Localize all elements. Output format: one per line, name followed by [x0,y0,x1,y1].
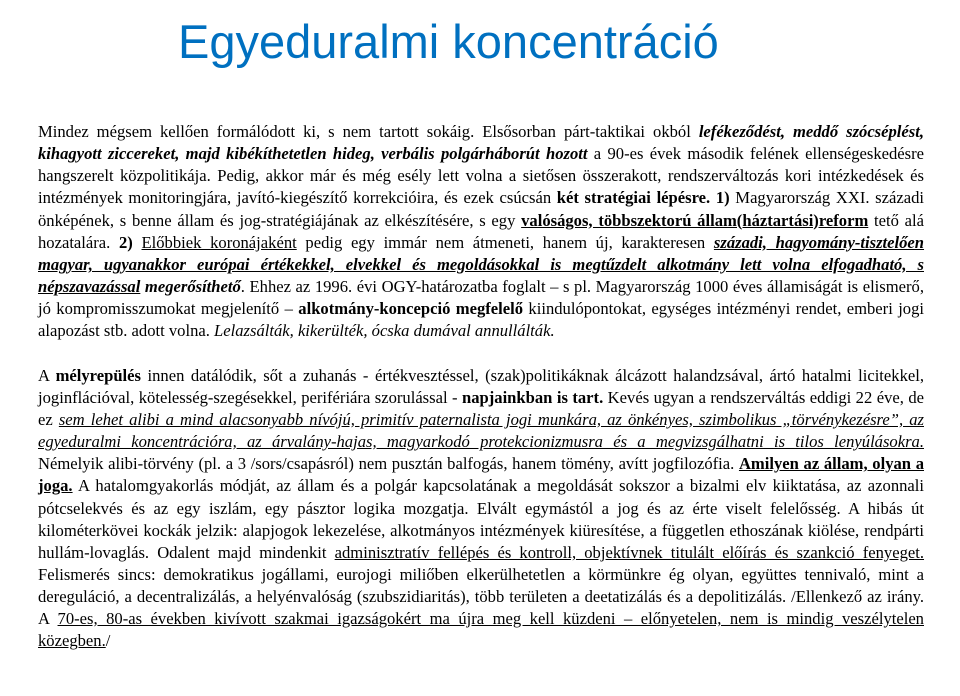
text-run: valóságos, többszektorú állam(háztartási)reform [521,210,869,230]
text-run: adminisztratív fellépés és kontroll, objektívnek titulált előírás és szankció fenyeget. [334,542,925,562]
text-run: innen datálódik, sőt a zuhanás - értékvesztéssel, (szak)politikáknak álcázott halandzsával, ártó hatalmi licitekkel, joginflációval, kötelesség-szegésekkel, perifériára szorulással - [38,365,924,407]
text-run: a 90-es évek második felének ellenségeskedésre hangszerelt közpolitikája. Pedig, akkor már és még esély lett volna a sietősen összerakott, rendszerváltozás kori intézkedések és intézmények monitoringjára, javító-kiegészítő korrekcióira, és ezek csúcsán [38,144,924,208]
text-run: Kevés ugyan a rendszerváltás eddigi 22 éve, de ez [38,387,924,429]
text-run: 70-es, 80-as években kivívott szakmai igazságokért ma újra meg kell küzdeni – előnyetelen, nem is mindig veszélytelen közegben. [38,609,924,651]
text-run: Előbbiek koronájaként [141,232,297,252]
text-run: kiindulópontokat, egységes intézményi rendet, emberi jogi alapozást stb. adott volna. [38,299,925,341]
text-run: alkotmány-koncepció megfelelő [298,299,524,319]
text-run: pedig egy immár nem átmeneti, hanem új, karakteresen [296,232,714,252]
text-run: . Ehhez az 1996. évi OGY-határozatba foglalt – s pl. Magyarország 1000 éves államiságát is elismerő, jó kompromisszumokat megjelenítő – [38,277,924,319]
text-run: Némelyik alibi-törvény (pl. a 3 /sors/csapásról) nem pusztán balfogás, hanem tömény, avítt jogfilozófia. [38,454,739,474]
title-area [0,0,960,96]
text-run: Lelazsálták, kikerülték, ócska dumával annullálták. [214,321,555,341]
paragraph-2 [38,365,924,653]
text-run: Felismerés sincs: demokratikus jogállami, eurojogi miliőben elkerülhetetlen a körmünkre ég olyan, együttes tennivaló, mint a dereguláció, a decentralizálás, a helyénvalóság (szubszidiaritás), több területen a deetatizálás és a depolitizálás. /Ellenkező az irány. A [38,564,924,629]
text-run: két stratégiai lépésre. [556,188,711,208]
slide-title: Egyeduralmi koncentráció [178,15,719,68]
text-run: századi, hagyomány-tisztelően magyar, ugyanakkor európai értékekkel, elvekkel és megoldásokkal is megtűzdelt alkotmány lett volna elfogadható, s népszavazással [38,232,925,297]
text-run: mélyrepülés [55,365,141,385]
text-run: 2) [119,232,133,252]
slide-body [38,121,924,653]
text-run: lefékeződést, meddő szócséplést, kihagyott ziccereket, majd kibékíthetetlen hideg, verbális polgárháborút hozott [38,122,924,164]
paragraph-1 [38,121,924,343]
text-run: A hatalomgyakorlás módját, az állam és a polgár kapcsolatának a megoldását sokszor a bizalmi elv kiiktatása, az azonnali pótcselekvés és az egy iszlám, egy pásztor logika mozgatja. Elvált egymástól a jog és az érte viselt felelősség. A hibás út kilométerkövei kockák jelzik: alapjogok lekezelése, alkotmányos intézmények kiüresítése, a független ethoszának kiölése, rendpárti hullám-lovaglás. Odalent majd mindenkit [38,476,924,562]
text-run: tető alá hozatalára. [38,210,924,252]
text-run: A [38,365,56,385]
text-run: napjainkban is tart. [462,387,604,407]
text-run: Magyarország XXI. századi önképének, s benne állam és jog-stratégiájának az elkészítésére, s egy [38,188,925,230]
text-run [133,233,142,252]
text-run: 1) [715,188,730,208]
text-run: / [105,631,111,651]
text-run: Amilyen az állam, olyan a joga. [38,454,924,496]
text-run: sem lehet alibi a mind alacsonyabb nívójú, primitív paternalista jogi munkára, az önkényes, szimbolikus „törvénykezésre”, az egyeduralmi koncentrációra, az árvalány-hajas, magyarkodó protekcionizmusra és a megvizsgálhatni is tilos lenyúlásokra. [38,409,924,452]
text-run: Mindez mégsem kellően formálódott ki, s nem tartott sokáig. Elsősorban párt-taktikai okból [38,122,699,141]
text-run: megerősíthető [144,277,241,297]
